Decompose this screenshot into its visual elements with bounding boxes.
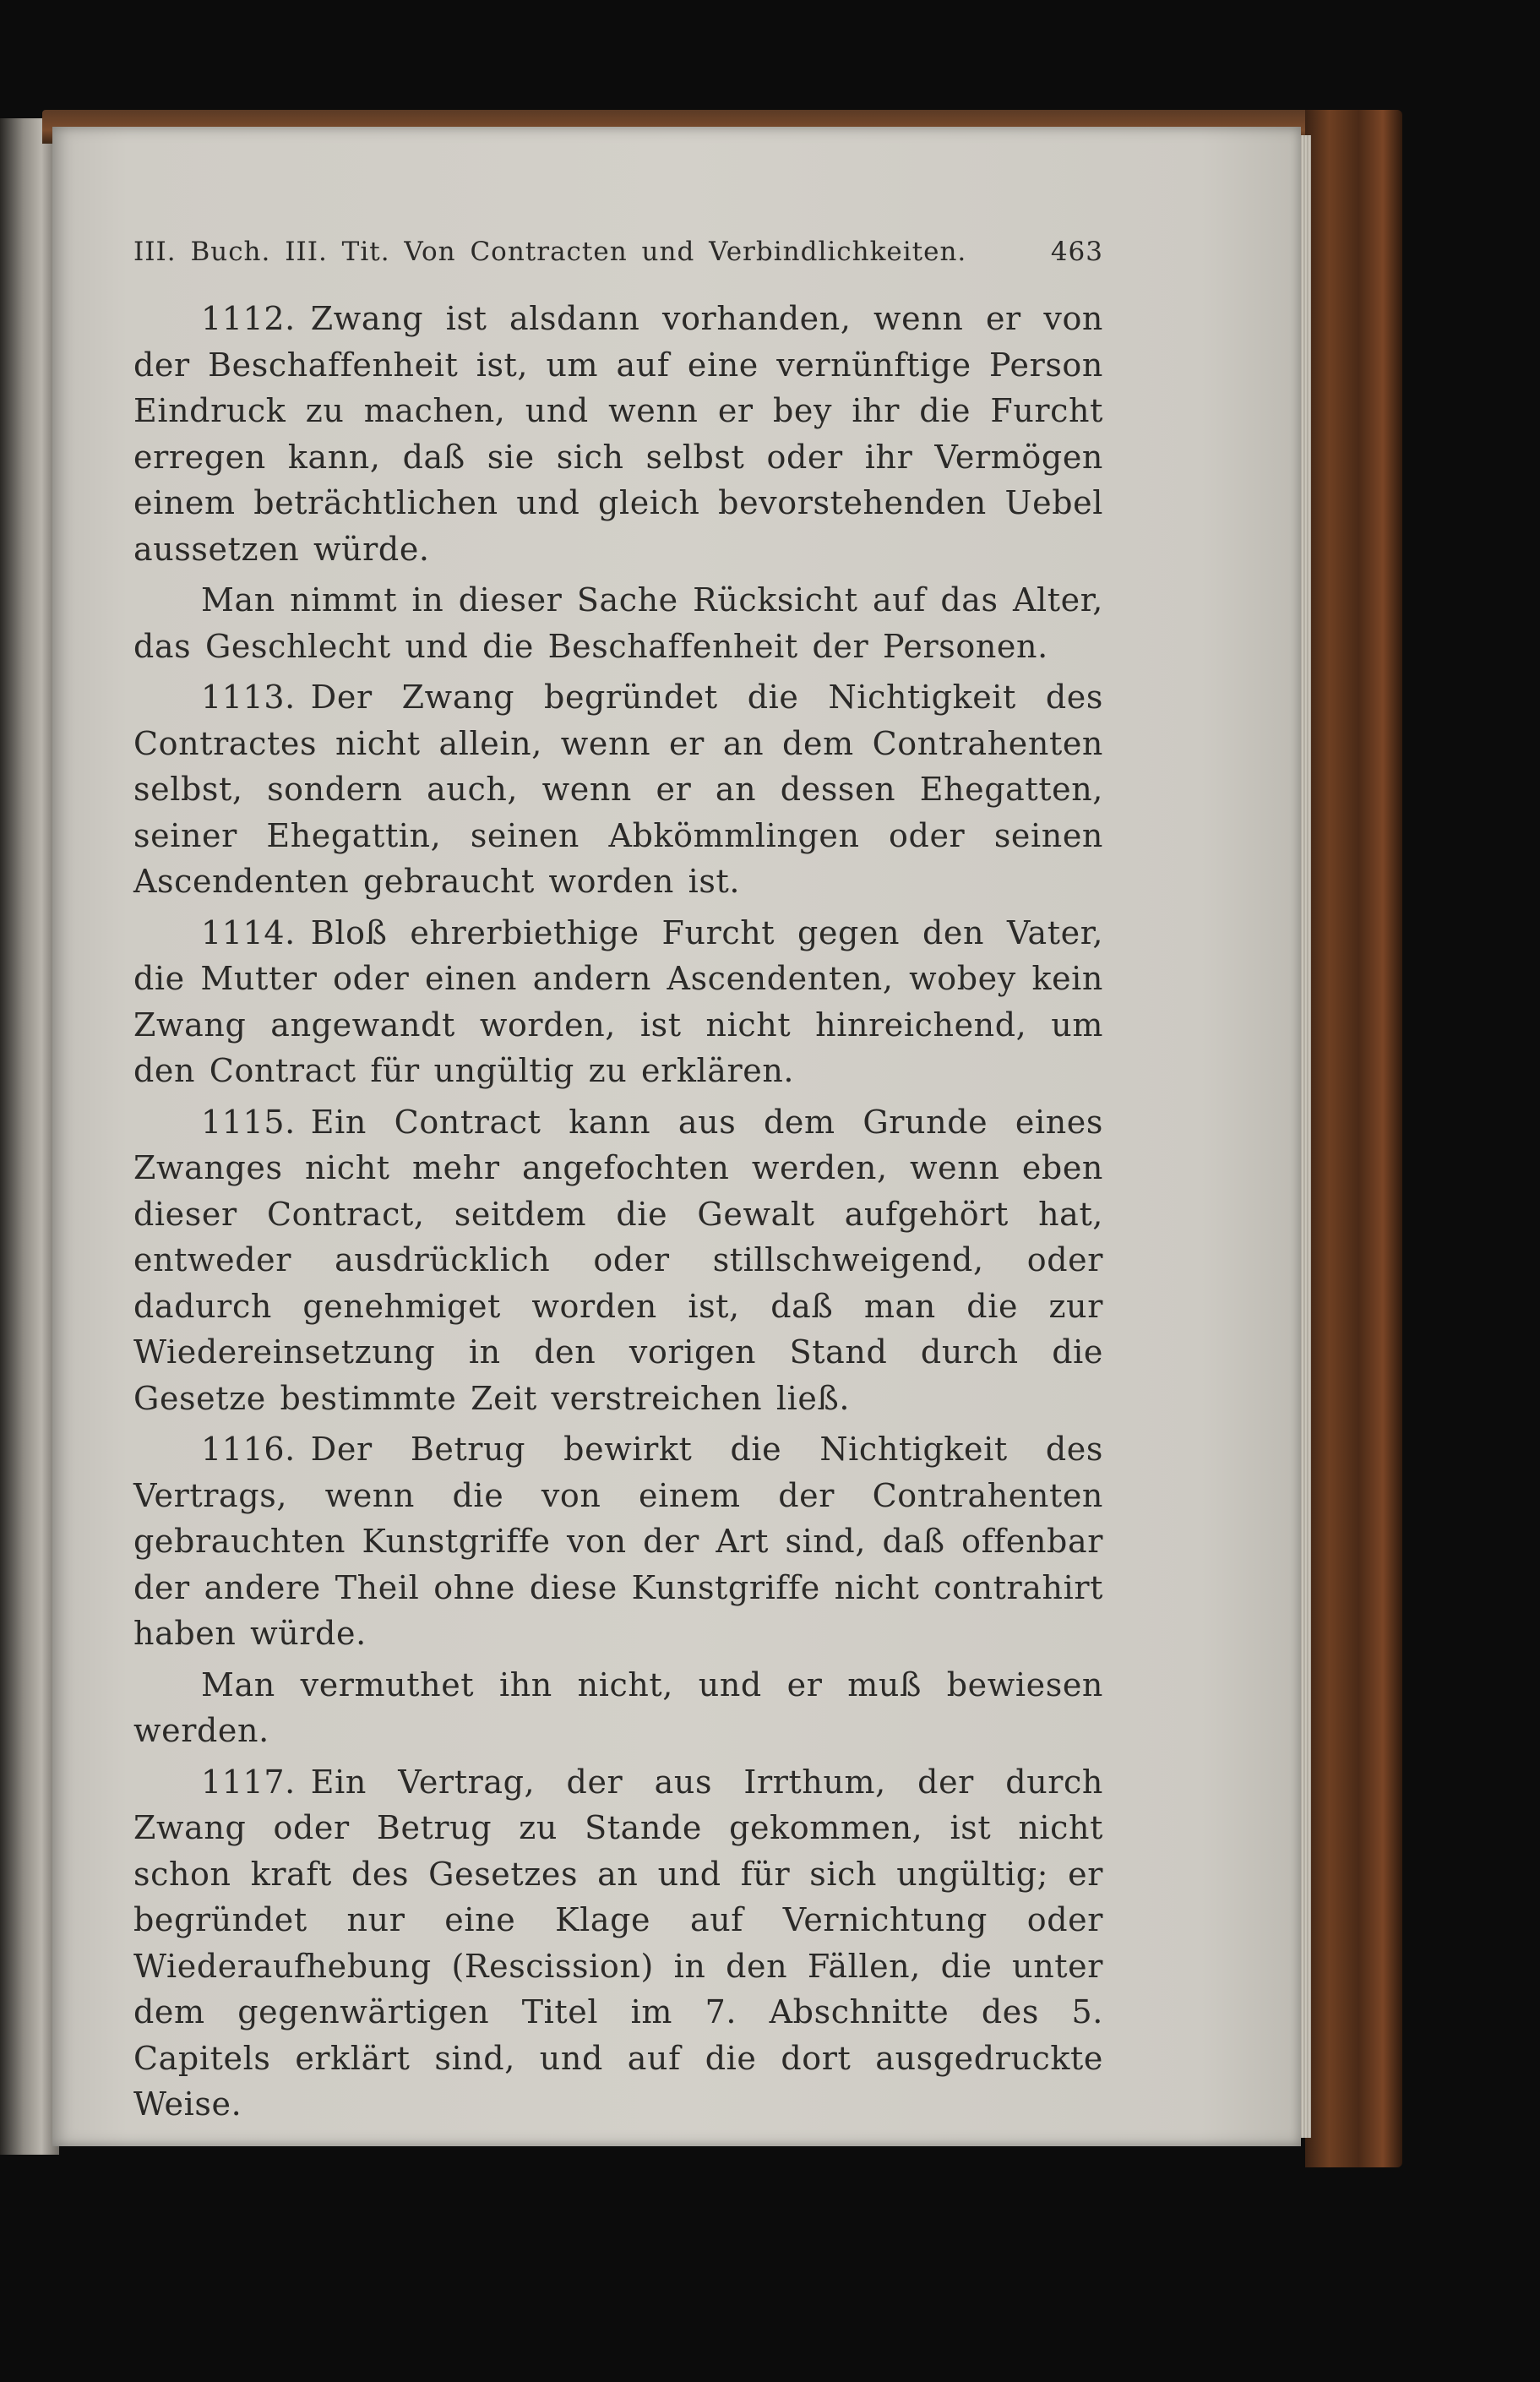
running-head bbox=[133, 237, 1103, 267]
paragraph-number: 1115. bbox=[201, 1103, 296, 1141]
page-number: 463 bbox=[1050, 237, 1103, 267]
paragraph-text: Der Zwang begründet die Nichtigkeit des Contractes nicht allein, wenn er an dem Contrahenten selbst, sondern auch, wenn er an dessen Ehegatten, seiner Ehegattin, seinen Abkömmlingen oder seinen Ascendenten gebraucht worden ist. bbox=[133, 679, 1103, 900]
page-text bbox=[133, 237, 1103, 2133]
paragraph-text: Ein Vertrag, der aus Irrthum, der durch Zwang oder Betrug zu Stande gekommen, ist nicht schon kraft des Gesetzes an und für sich ungültig; er begründet nur eine Klage auf Vernichtung oder Wiederaufhebung (Rescission) in den Fällen, die unter dem gegenwärtigen Titel im 7. Abschnitte des 5. Capitels erklärt sind, und auf die dort ausgedruckte Weise. bbox=[133, 1763, 1103, 2123]
paragraph-text: Man nimmt in dieser Sache Rücksicht auf das Alter, das Geschlecht und die Beschaffenheit der Personen. bbox=[133, 581, 1103, 665]
paragraph-number: 1112. bbox=[201, 300, 296, 337]
paragraph-text: Man vermuthet ihn nicht, und er muß bewiesen werden. bbox=[133, 1665, 1103, 1749]
paragraph-1114 bbox=[133, 910, 1103, 1094]
paragraph-1113 bbox=[133, 674, 1103, 905]
paragraph-number: 1116. bbox=[201, 1431, 296, 1468]
paragraph-text: Ein Contract kann aus dem Grunde eines Zwanges nicht mehr angefochten werden, wenn eben dieser Contract, seitdem die Gewalt aufgehört hat, entweder ausdrücklich oder stillschweigend, oder dadurch genehmiget worden ist, daß man die zur Wiedereinsetzung in den vorigen Stand durch die Gesetze bestimmte Zeit verstreichen ließ. bbox=[133, 1103, 1103, 1417]
paragraph-1112 bbox=[133, 296, 1103, 572]
paragraph-1112-note bbox=[133, 577, 1103, 669]
paragraph-text: Zwang ist alsdann vorhanden, wenn er von der Beschaffenheit ist, um auf eine vernünftige Person Eindruck zu machen, und wenn er bey ihr die Furcht erregen kann, daß sie sich selbst oder ihr Vermögen einem beträchtlichen und gleich bevorstehenden Uebel aussetzen würde. bbox=[133, 300, 1103, 568]
paragraph-1116 bbox=[133, 1426, 1103, 1657]
paragraph-number: 1113. bbox=[201, 679, 296, 716]
paragraph-text: Bloß ehrerbiethige Furcht gegen den Vater, die Mutter oder einen andern Ascendenten, wobey kein Zwang angewandt worden, ist nicht hinreichend, um den Contract für ungültig zu erklären. bbox=[133, 913, 1103, 1089]
paragraph-text: Der Betrug bewirkt die Nichtigkeit des Vertrags, wenn die von einem der Contrahenten gebrauchten Kunstgriffe von der Art sind, daß offenbar der andere Theil ohne diese Kunstgriffe nicht contrahirt haben würde. bbox=[133, 1431, 1103, 1652]
book-cover-spine bbox=[1305, 110, 1402, 2167]
paragraph-1116-note bbox=[133, 1662, 1103, 1754]
paragraph-1115 bbox=[133, 1099, 1103, 1422]
left-page-edge bbox=[0, 118, 59, 2155]
running-head-title: III. Buch. III. Tit. Von Contracten und Verbindlichkeiten. bbox=[133, 237, 967, 267]
paragraph-1117 bbox=[133, 1759, 1103, 2128]
paragraph-number: 1117. bbox=[201, 1763, 296, 1801]
paragraph-number: 1114. bbox=[201, 913, 296, 951]
